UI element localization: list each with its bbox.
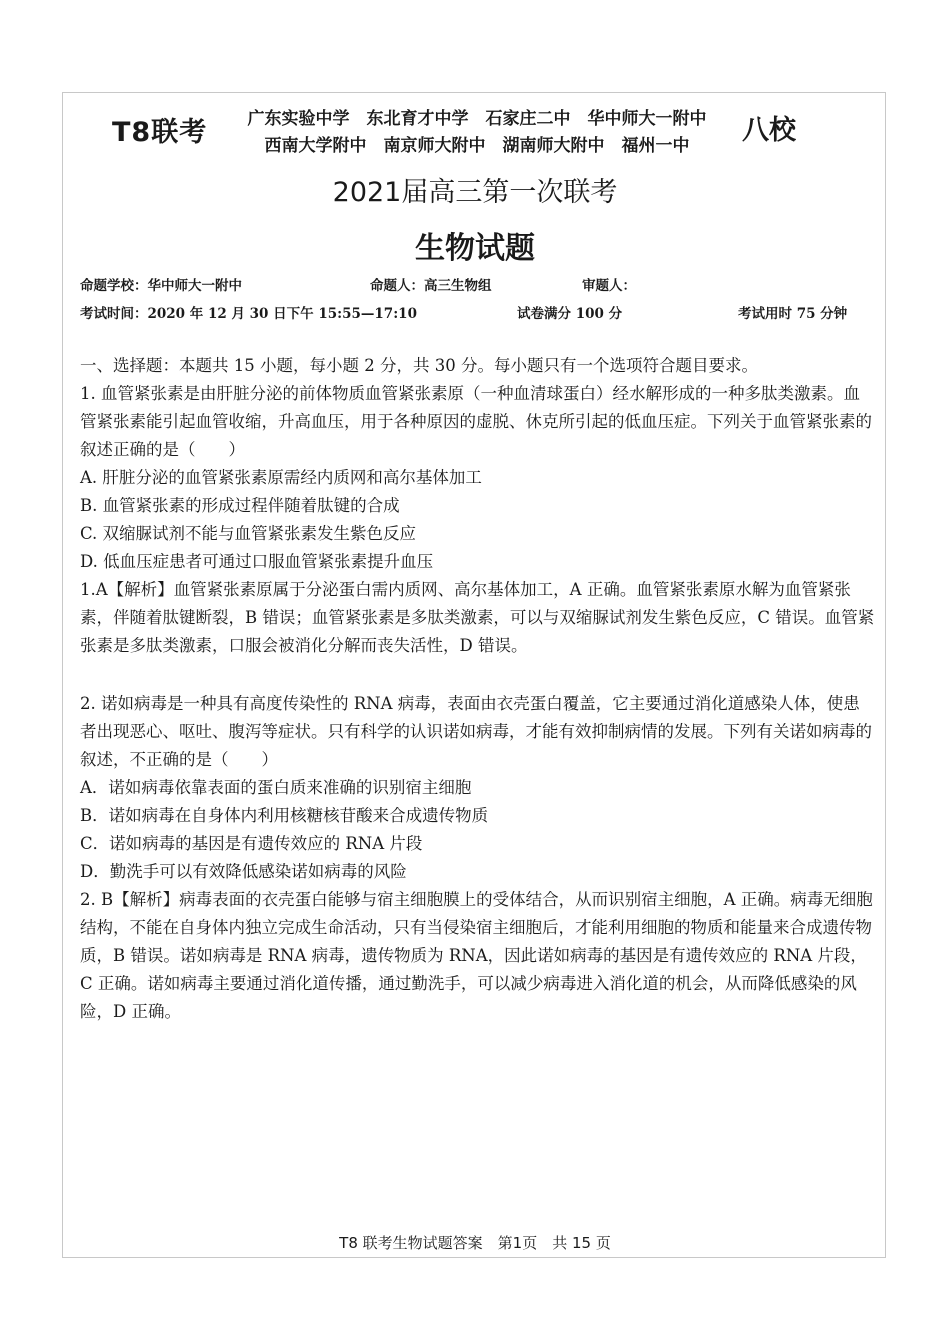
meta-exam-time: 考试时间：2020 年 12 月 30 日下午 15:55—17:10 [80,306,417,322]
option-a: A．诺如病毒依靠表面的蛋白质来准确的识别宿主细胞 [80,778,472,797]
option-b: B．诺如病毒在自身体内利用核糖核苷酸来合成遗传物质 [80,806,489,825]
question-2 [80,690,875,1026]
answer-explanation: 2. B【解析】病毒表面的衣壳蛋白能够与宿主细胞膜上的受体结合，从而识别宿主细胞，A 正确。病毒无细胞结构，不能在自身体内独立完成生命活动，只有当侵染宿主细胞后，才能利用细胞的物质和能量来合成遗传物质，B 错误。诺如病毒是 RNA 病毒，遗传物质为 RNA，因此诺如病毒的基因是有遗传效应的 RNA 片段，C 正确。诺如病毒主要通过消化道传播，通过勤洗手，可以减少病毒进入消化道的机会，从而降低感染的风险，D 正确。 [80,890,873,1021]
question-stem: 1. 血管紧张素是由肝脏分泌的前体物质血管紧张素原（一种血清球蛋白）经水解形成的一种多肽类激素。血管紧张素能引起血管收缩，升高血压，用于各种原因的虚脱、休克所引起的低血压症。下列关于血管紧张素的叙述正确的是（ ） [80,384,872,459]
meta-reviewer: 审题人： [582,278,636,294]
meta-school: 命题学校：华中师大一附中 [80,278,242,294]
meta-duration: 考试用时 75 分钟 [738,306,848,322]
question-stem: 2. 诺如病毒是一种具有高度传染性的 RNA 病毒，表面由衣壳蛋白覆盖，它主要通过消化道感染人体，使患者出现恶心、呕吐、腹泻等症状。只有科学的认识诺如病毒，才能有效抑制病情的发展。下列有关诺如病毒的叙述，不正确的是（ ） [80,694,872,769]
schools-row-1: 广东实验中学 东北育才中学 石家庄二中 华中师大一附中 [247,109,707,129]
option-c: C．诺如病毒的基因是有遗传效应的 RNA 片段 [80,834,423,853]
eight-schools-label: 八校 [742,115,796,146]
section-heading: 一、选择题：本题共 15 小题，每小题 2 分，共 30 分。每小题只有一个选项符合题目要求。 [80,356,758,375]
schools-row-2: 西南大学附中 南京师大附中 湖南师大附中 福州一中 [264,136,690,156]
exam-title: 2021届高三第一次联考 [332,177,618,208]
exam-union-label: T8联考 [112,117,208,148]
answer-explanation: 1.A【解析】血管紧张素原属于分泌蛋白需内质网、高尔基体加工，A 正确。血管紧张素原水解为血管紧张素，伴随着肽键断裂，B 错误；血管紧张素是多肽类激素，可以与双缩脲试剂发生紫色反应，C 错误。血管紧张素是多肽类激素，口服会被消化分解而丧失活性，D 错误。 [80,580,875,655]
page-footer: T8 联考生物试题答案 第1页 共 15 页 [339,1234,611,1252]
meta-author: 命题人：高三生物组 [370,278,492,294]
option-c: C. 双缩脲试剂不能与血管紧张素发生紫色反应 [80,524,417,543]
option-d: D．勤洗手可以有效降低感染诺如病毒的风险 [80,862,407,881]
question-1 [80,380,875,660]
option-b: B. 血管紧张素的形成过程伴随着肽键的合成 [80,496,400,515]
option-d: D. 低血压症患者可通过口服血管紧张素提升血压 [80,552,434,571]
option-a: A. 肝脏分泌的血管紧张素原需经内质网和高尔基体加工 [80,468,482,487]
meta-full-score: 试卷满分 100 分 [517,306,623,322]
subject-title: 生物试题 [415,231,535,266]
